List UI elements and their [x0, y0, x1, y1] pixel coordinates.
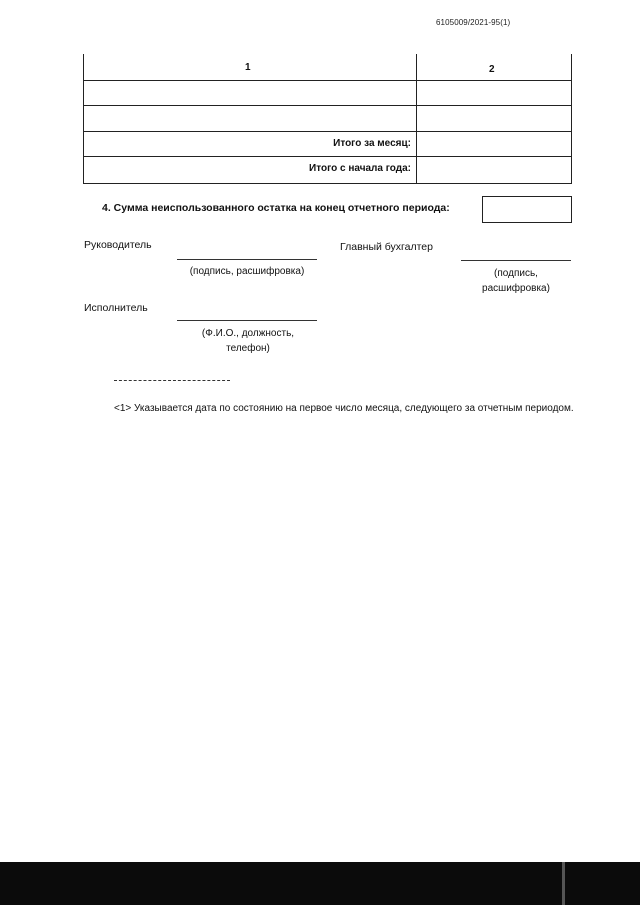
table-row-divider	[83, 156, 572, 157]
executor-caption	[180, 326, 316, 356]
head-signature-caption: (подпись, расшифровка)	[189, 266, 305, 277]
total-month-label: Итого за месяц:	[333, 138, 411, 149]
scan-edge-bar	[0, 862, 640, 905]
executor-label: Исполнитель	[84, 302, 148, 314]
footnote-text: <1> Указывается дата по состоянию на первое число месяца, следующего за отчетным периодом.	[114, 403, 574, 414]
chief-accountant-caption-line-2: расшифровка)	[482, 283, 550, 294]
unused-balance-field[interactable]	[482, 196, 572, 223]
chief-accountant-caption-line-1: (подпись,	[494, 268, 538, 279]
summary-table	[83, 54, 572, 184]
executor-signature-line[interactable]	[177, 320, 317, 321]
table-row-divider	[83, 131, 572, 132]
total-year-label: Итого с начала года:	[309, 163, 411, 174]
document-id: 6105009/2021-95(1)	[436, 18, 511, 27]
table-header-col2: 2	[489, 64, 495, 75]
footnote-separator	[114, 380, 230, 381]
table-row-divider	[83, 80, 572, 81]
table-border-right	[571, 54, 572, 184]
head-signature-line[interactable]	[177, 259, 317, 260]
table-border-bottom	[83, 183, 572, 184]
section-4-heading: 4. Сумма неиспользованного остатка на конец отчетного периода:	[102, 202, 450, 214]
chief-accountant-caption	[460, 266, 572, 296]
chief-accountant-label: Главный бухгалтер	[340, 241, 433, 253]
table-column-divider	[416, 54, 417, 184]
table-header-col1: 1	[245, 62, 251, 73]
executor-caption-line-2: телефон)	[226, 343, 270, 354]
table-row-divider	[83, 105, 572, 106]
head-label: Руководитель	[84, 239, 152, 251]
scan-edge-notch	[562, 862, 565, 905]
chief-accountant-signature-line[interactable]	[461, 260, 571, 261]
executor-caption-line-1: (Ф.И.О., должность,	[201, 328, 295, 339]
